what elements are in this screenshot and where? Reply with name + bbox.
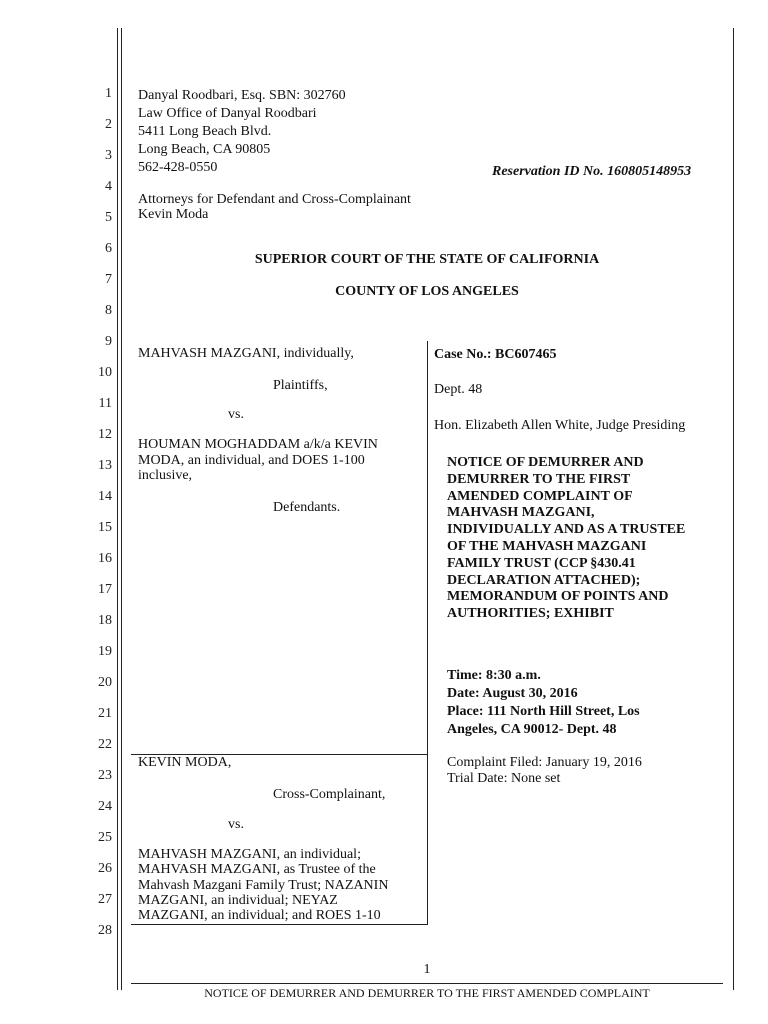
line-number: 2 — [105, 117, 112, 132]
document-title-line: INDIVIDUALLY AND AS A TRUSTEE — [447, 522, 686, 538]
document-title-line: NOTICE OF DEMURRER AND — [447, 455, 644, 470]
versus-label: vs. — [228, 407, 244, 422]
defendants-label: Defendants. — [273, 500, 341, 515]
attorney-name: Danyal Roodbari, Esq. SBN: 302760 — [138, 88, 346, 103]
line-number: 17 — [98, 582, 112, 597]
line-number: 14 — [98, 489, 112, 504]
line-number: 19 — [98, 644, 112, 659]
caption-bottom-rule — [131, 924, 428, 925]
document-title-line: MEMORANDUM OF POINTS AND — [447, 589, 669, 605]
document-title-line: FAMILY TRUST (CCP §430.41 — [447, 555, 636, 571]
line-number: 3 — [105, 148, 112, 163]
document-title-line: AUTHORITIES; EXHIBIT — [447, 606, 614, 622]
line-number: 13 — [98, 458, 112, 473]
line-number: 15 — [98, 520, 112, 535]
firm-name: Law Office of Danyal Roodbari — [138, 106, 317, 121]
plaintiffs-label: Plaintiffs, — [273, 378, 328, 393]
cross-defendant-line2: MAHVASH MAZGANI, as Trustee of the — [138, 862, 376, 877]
cross-defendant-line4: MAZGANI, an individual; NEYAZ — [138, 893, 338, 908]
defendant-line2: MODA, an individual, and DOES 1-100 — [138, 453, 365, 468]
caption-divider — [427, 341, 428, 925]
line-number: 11 — [98, 396, 112, 411]
line-number: 27 — [98, 892, 112, 907]
document-title-line: OF THE MAHVASH MAZGANI — [447, 538, 647, 554]
trial-date: Trial Date: None set — [447, 771, 561, 786]
line-number: 26 — [98, 861, 112, 876]
firm-phone: 562-428-0550 — [138, 160, 218, 175]
line-number: 6 — [105, 241, 112, 256]
court-name: SUPERIOR COURT OF THE STATE OF CALIFORNIA — [254, 252, 600, 267]
plaintiff-name: MAHVASH MAZGANI, individually, — [138, 346, 354, 361]
client-name: Kevin Moda — [138, 207, 209, 222]
line-number: 22 — [98, 737, 112, 752]
cross-defendant-line1: MAHVASH MAZGANI, an individual; — [138, 847, 361, 862]
left-margin-rule-inner — [121, 28, 122, 990]
complaint-filed: Complaint Filed: January 19, 2016 — [447, 755, 642, 770]
case-number: Case No.: BC607465 — [434, 347, 557, 362]
line-number: 1 — [105, 86, 112, 101]
firm-address-line2: Long Beach, CA 90805 — [138, 142, 271, 157]
court-county: COUNTY OF LOS ANGELES — [335, 284, 519, 299]
cross-defendant-line5: MAZGANI, an individual; and ROES 1-10 — [138, 908, 381, 923]
left-margin-rule-outer — [117, 28, 118, 990]
department: Dept. 48 — [434, 382, 483, 397]
footer-rule — [131, 983, 723, 984]
line-number: 10 — [98, 365, 112, 380]
footer-title: NOTICE OF DEMURRER AND DEMURRER TO THE FIRST AMENDED COMPLAINT — [204, 986, 650, 1000]
document-title-line: MAHVASH MAZGANI, — [447, 505, 595, 521]
cross-complainant-label: Cross-Complainant, — [273, 787, 386, 802]
line-number: 7 — [105, 272, 112, 287]
document-title — [447, 455, 747, 623]
hearing-date: Date: August 30, 2016 — [447, 686, 578, 701]
document-title-line: AMENDED COMPLAINT OF — [447, 488, 633, 504]
defendant-line1: HOUMAN MOGHADDAM a/k/a KEVIN — [138, 437, 378, 452]
line-number: 9 — [105, 334, 112, 349]
line-number: 21 — [98, 706, 112, 721]
cross-complainant-name: KEVIN MODA, — [138, 755, 232, 770]
document-title-line: DEMURRER TO THE FIRST — [447, 471, 631, 487]
line-number: 24 — [98, 799, 112, 814]
hearing-time: Time: 8:30 a.m. — [447, 668, 541, 683]
cross-defendant-line3: Mahvash Mazgani Family Trust; NAZANIN — [138, 878, 389, 893]
reservation-id: Reservation ID No. 160805148953 — [492, 164, 692, 179]
line-number: 16 — [98, 551, 112, 566]
attorneys-for: Attorneys for Defendant and Cross-Complainant — [138, 192, 411, 207]
line-number: 4 — [105, 179, 112, 194]
document-title-line: DECLARATION ATTACHED); — [447, 572, 641, 588]
line-number: 12 — [98, 427, 112, 442]
judge-presiding: Hon. Elizabeth Allen White, Judge Presiding — [434, 418, 686, 433]
line-number: 25 — [98, 830, 112, 845]
line-number: 23 — [98, 768, 112, 783]
defendant-line3: inclusive, — [138, 468, 193, 483]
line-number: 8 — [105, 303, 112, 318]
line-number: 20 — [98, 675, 112, 690]
firm-address-line1: 5411 Long Beach Blvd. — [138, 124, 272, 139]
line-number: 5 — [105, 210, 112, 225]
page-number: 1 — [423, 962, 431, 977]
line-number: 28 — [98, 923, 112, 938]
hearing-place-line2: Angeles, CA 90012- Dept. 48 — [447, 722, 617, 737]
line-number: 18 — [98, 613, 112, 628]
versus-label: vs. — [228, 817, 244, 832]
hearing-place-line1: Place: 111 North Hill Street, Los — [447, 704, 640, 719]
